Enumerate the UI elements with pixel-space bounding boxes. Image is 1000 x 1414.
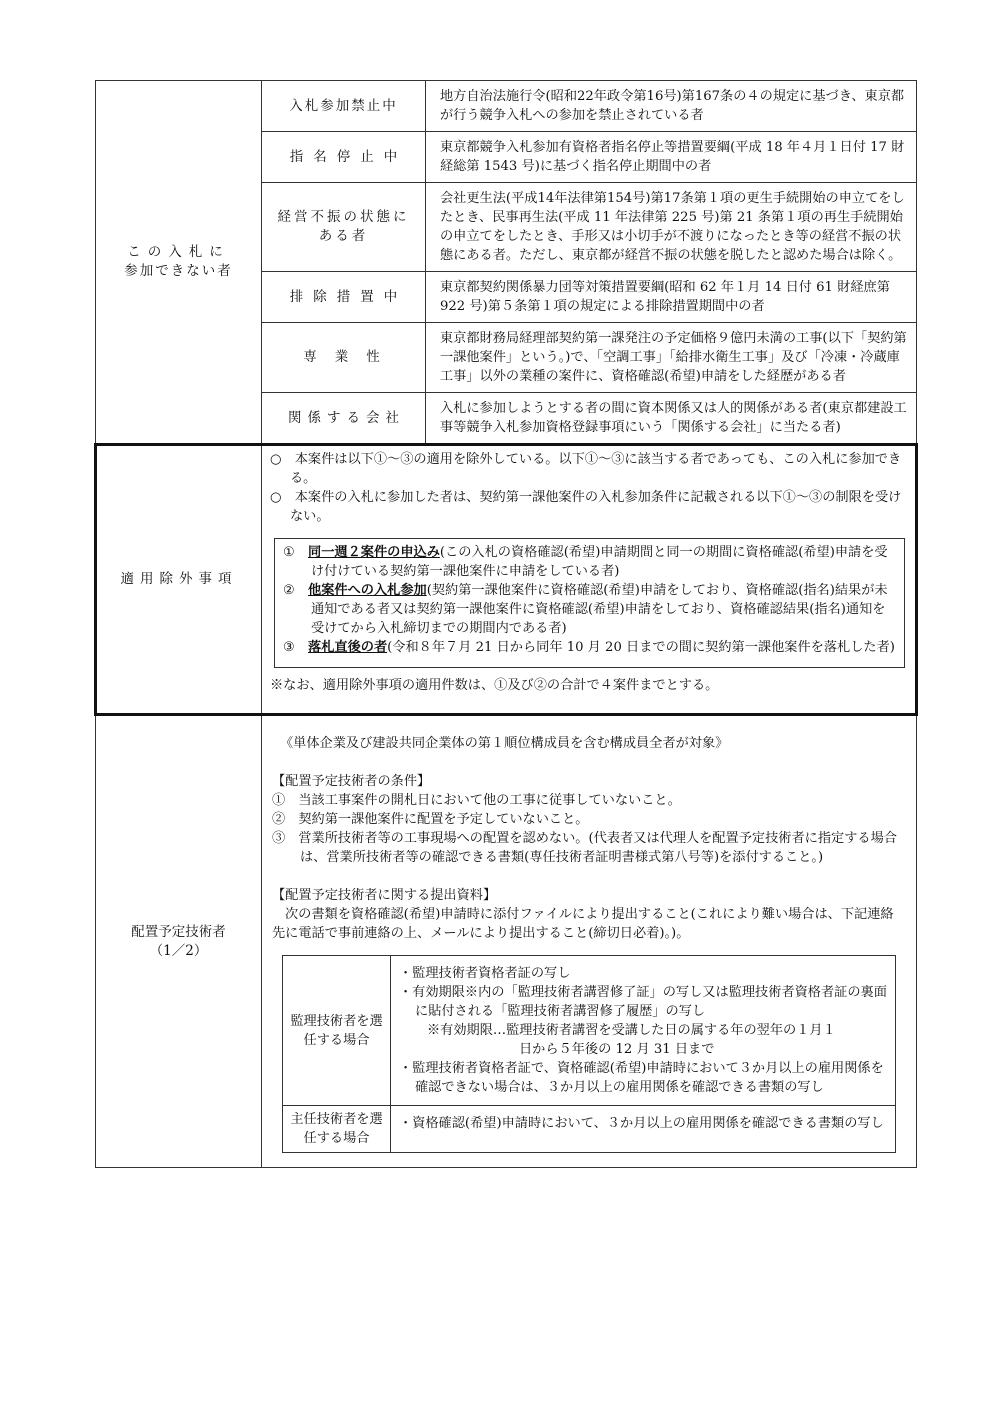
ineligible-content (262, 81, 916, 443)
table-bullet: ・資格確認(希望)申請時において、３か月以上の雇用関係を確認できる書類の写し (399, 1116, 884, 1131)
documents-text: 次の書類を資格確認(希望)申請時に添付ファイルにより提出すること(これにより難い場合は、下記連絡先に電話で事前連絡の上、メールにより提出すること(締切日必着)。)。 (272, 907, 894, 941)
ineligible-label-line2: 参加できない者 (124, 263, 233, 279)
row-label: 排除措置中 (262, 272, 426, 322)
ineligible-row (262, 183, 916, 272)
ineligible-label-line1: この入札に (127, 244, 230, 260)
row-text: 東京都契約関係暴力団等対策措置要綱(昭和 62 年１月 14 日付 61 財経庶第 922 号)第５条第１項の規定による排除措置期間中の者 (440, 280, 890, 314)
scope-text: 《単体企業及び建設共同企業体の第１順位構成員を含む構成員全者が対象》 (280, 736, 729, 751)
table-row-content (391, 956, 895, 1105)
condition-number: ② (272, 812, 286, 827)
item-number: ① (283, 545, 295, 560)
exemption-item (283, 543, 896, 581)
documents-table (282, 955, 896, 1153)
item-text: (この入札の資格確認(希望)申請期間と同一の期間に資格確認(希望)申請を受け付けている契約第一課他案件に申請をしている者) (311, 545, 888, 579)
item-title: 他案件への入札参加 (308, 583, 427, 598)
documents-table-row (283, 956, 895, 1106)
exemption-content (262, 446, 915, 713)
row-text: 会社更生法(平成14年法律第154号)第17条第１項の更生手続開始の申立てをしたとき、民事再生法(平成 11 年法律第 225 号)第 21 条第１項の再生手続開始の申立てをしたとき、手形又は小切手が不渡りになったとき等の経営不振の状態にある者。ただし、東京都が経営不振の状態を脱したと認めた場合は除く。 (440, 191, 905, 263)
exemption-section (94, 443, 918, 716)
item-title: 同一週２案件の申込み (308, 545, 440, 560)
exemption-item (283, 638, 896, 657)
row-label: 専業性 (262, 323, 426, 392)
table-note: ※有効期限…監理技術者講習を受講した日の属する年の翌年の１月１ (427, 1023, 836, 1038)
documents-heading: 【配置予定技術者に関する提出資料】 (272, 888, 497, 903)
condition-item (272, 829, 906, 867)
engineer-label-line1: 配置予定技術者 (131, 923, 226, 940)
row-label: 入札参加禁止中 (262, 81, 426, 131)
item-text: (令和８年７月 21 日から同年 10 月 20 日までの間に契約第一課他案件を落札した者) (387, 640, 895, 655)
exemption-item (283, 581, 896, 638)
item-number: ② (283, 583, 295, 598)
condition-number: ③ (272, 831, 286, 846)
engineer-label-line2: （1／2） (149, 942, 208, 959)
exemption-label: 適用除外事項 (97, 446, 262, 713)
document-page (95, 80, 917, 1168)
condition-item (272, 791, 906, 810)
ineligible-row (262, 81, 916, 132)
condition-text: 契約第一課他案件に配置を予定していないこと。 (298, 812, 589, 827)
row-text: 入札に参加しようとする者の間に資本関係又は人的関係がある者(東京都建設工事等競争入札参加資格登録事項にいう「関係する会社」に当たる者) (440, 401, 907, 435)
ineligible-label (96, 81, 262, 443)
condition-item (272, 810, 906, 829)
row-label: 指名停止中 (262, 132, 426, 182)
table-row-label: 監理技術者を選任する場合 (283, 956, 391, 1105)
engineer-label (96, 716, 262, 1167)
row-label: 関係する会社 (262, 393, 426, 443)
table-note: 日から５年後の 12 月 31 日まで (519, 1042, 715, 1057)
condition-number: ① (272, 793, 286, 808)
table-row-content (391, 1106, 895, 1152)
condition-text: 当該工事案件の開札日において他の工事に従事していないこと。 (298, 793, 681, 808)
ineligible-row (262, 323, 916, 393)
ineligible-row (262, 132, 916, 183)
table-bullet: ・有効期限※内の「監理技術者講習修了証」の写し又は監理技術者資格者証の裏面に貼付される「監理技術者講習修了履歴」の写し (399, 985, 887, 1019)
conditions-heading: 【配置予定技術者の条件】 (272, 774, 431, 789)
ineligible-section (95, 80, 917, 444)
exemption-paragraph-2: ○ 本案件の入札に参加した者は、契約第一課他案件の入札参加条件に記載される以下①～③の制限を受けない。 (270, 490, 902, 524)
exemption-paragraph-1: ○ 本案件は以下①～③の適用を除外している。以下①～③に該当する者であっても、この入札に参加できる。 (270, 452, 902, 486)
exemption-items-box (274, 538, 905, 668)
table-row-label: 主任技術者を選任する場合 (283, 1106, 391, 1152)
item-number: ③ (283, 640, 295, 655)
exemption-note: ※なお、適用除外事項の適用件数は、①及び②の合計で４案件までとする。 (270, 678, 719, 693)
condition-text: 営業所技術者等の工事現場への配置を認めない。(代表者又は代理人を配置予定技術者に指定する場合は、営業所技術者等の確認できる書類(専任技術者証明書様式第八号等)を添付すること。) (298, 831, 897, 865)
table-bullet: ・監理技術者資格者証で、資格確認(希望)申請時において３か月以上の雇用関係を確認できない場合は、３か月以上の雇用関係を確認できる書類の写し (399, 1061, 884, 1095)
item-title: 落札直後の者 (308, 640, 388, 655)
row-text: 東京都競争入札参加有資格者指名停止等措置要綱(平成 18 年４月１日付 17 財経総第 1543 号)に基づく指名停止期間中の者 (440, 140, 905, 174)
engineer-content (262, 716, 916, 1167)
table-bullet: ・監理技術者資格者証の写し (399, 966, 571, 981)
engineer-section (95, 716, 917, 1168)
row-text: 地方自治法施行令(昭和22年政令第16号)第167条の４の規定に基づき、東京都が行う競争入札への参加を禁止されている者 (440, 89, 905, 123)
ineligible-row (262, 393, 916, 443)
documents-table-row (283, 1106, 895, 1152)
row-text: 東京都財務局経理部契約第一課発注の予定価格９億円未満の工事(以下「契約第一課他案件」という。)で、「空調工事」「給排水衛生工事」及び「冷凍・冷蔵庫工事」以外の業種の案件に、資格確認(希望)申請をした経歴がある者 (440, 331, 907, 384)
ineligible-row (262, 272, 916, 323)
item-text: (契約第一課他案件に資格確認(希望)申請をしており、資格確認(指名)結果が未通知である者又は契約第一課他案件に資格確認(希望)申請をしており、資格確認結果(指名)通知を受けてから入札締切までの期間内である者) (311, 583, 888, 636)
row-label: 経営不振の状態にある者 (262, 183, 426, 271)
